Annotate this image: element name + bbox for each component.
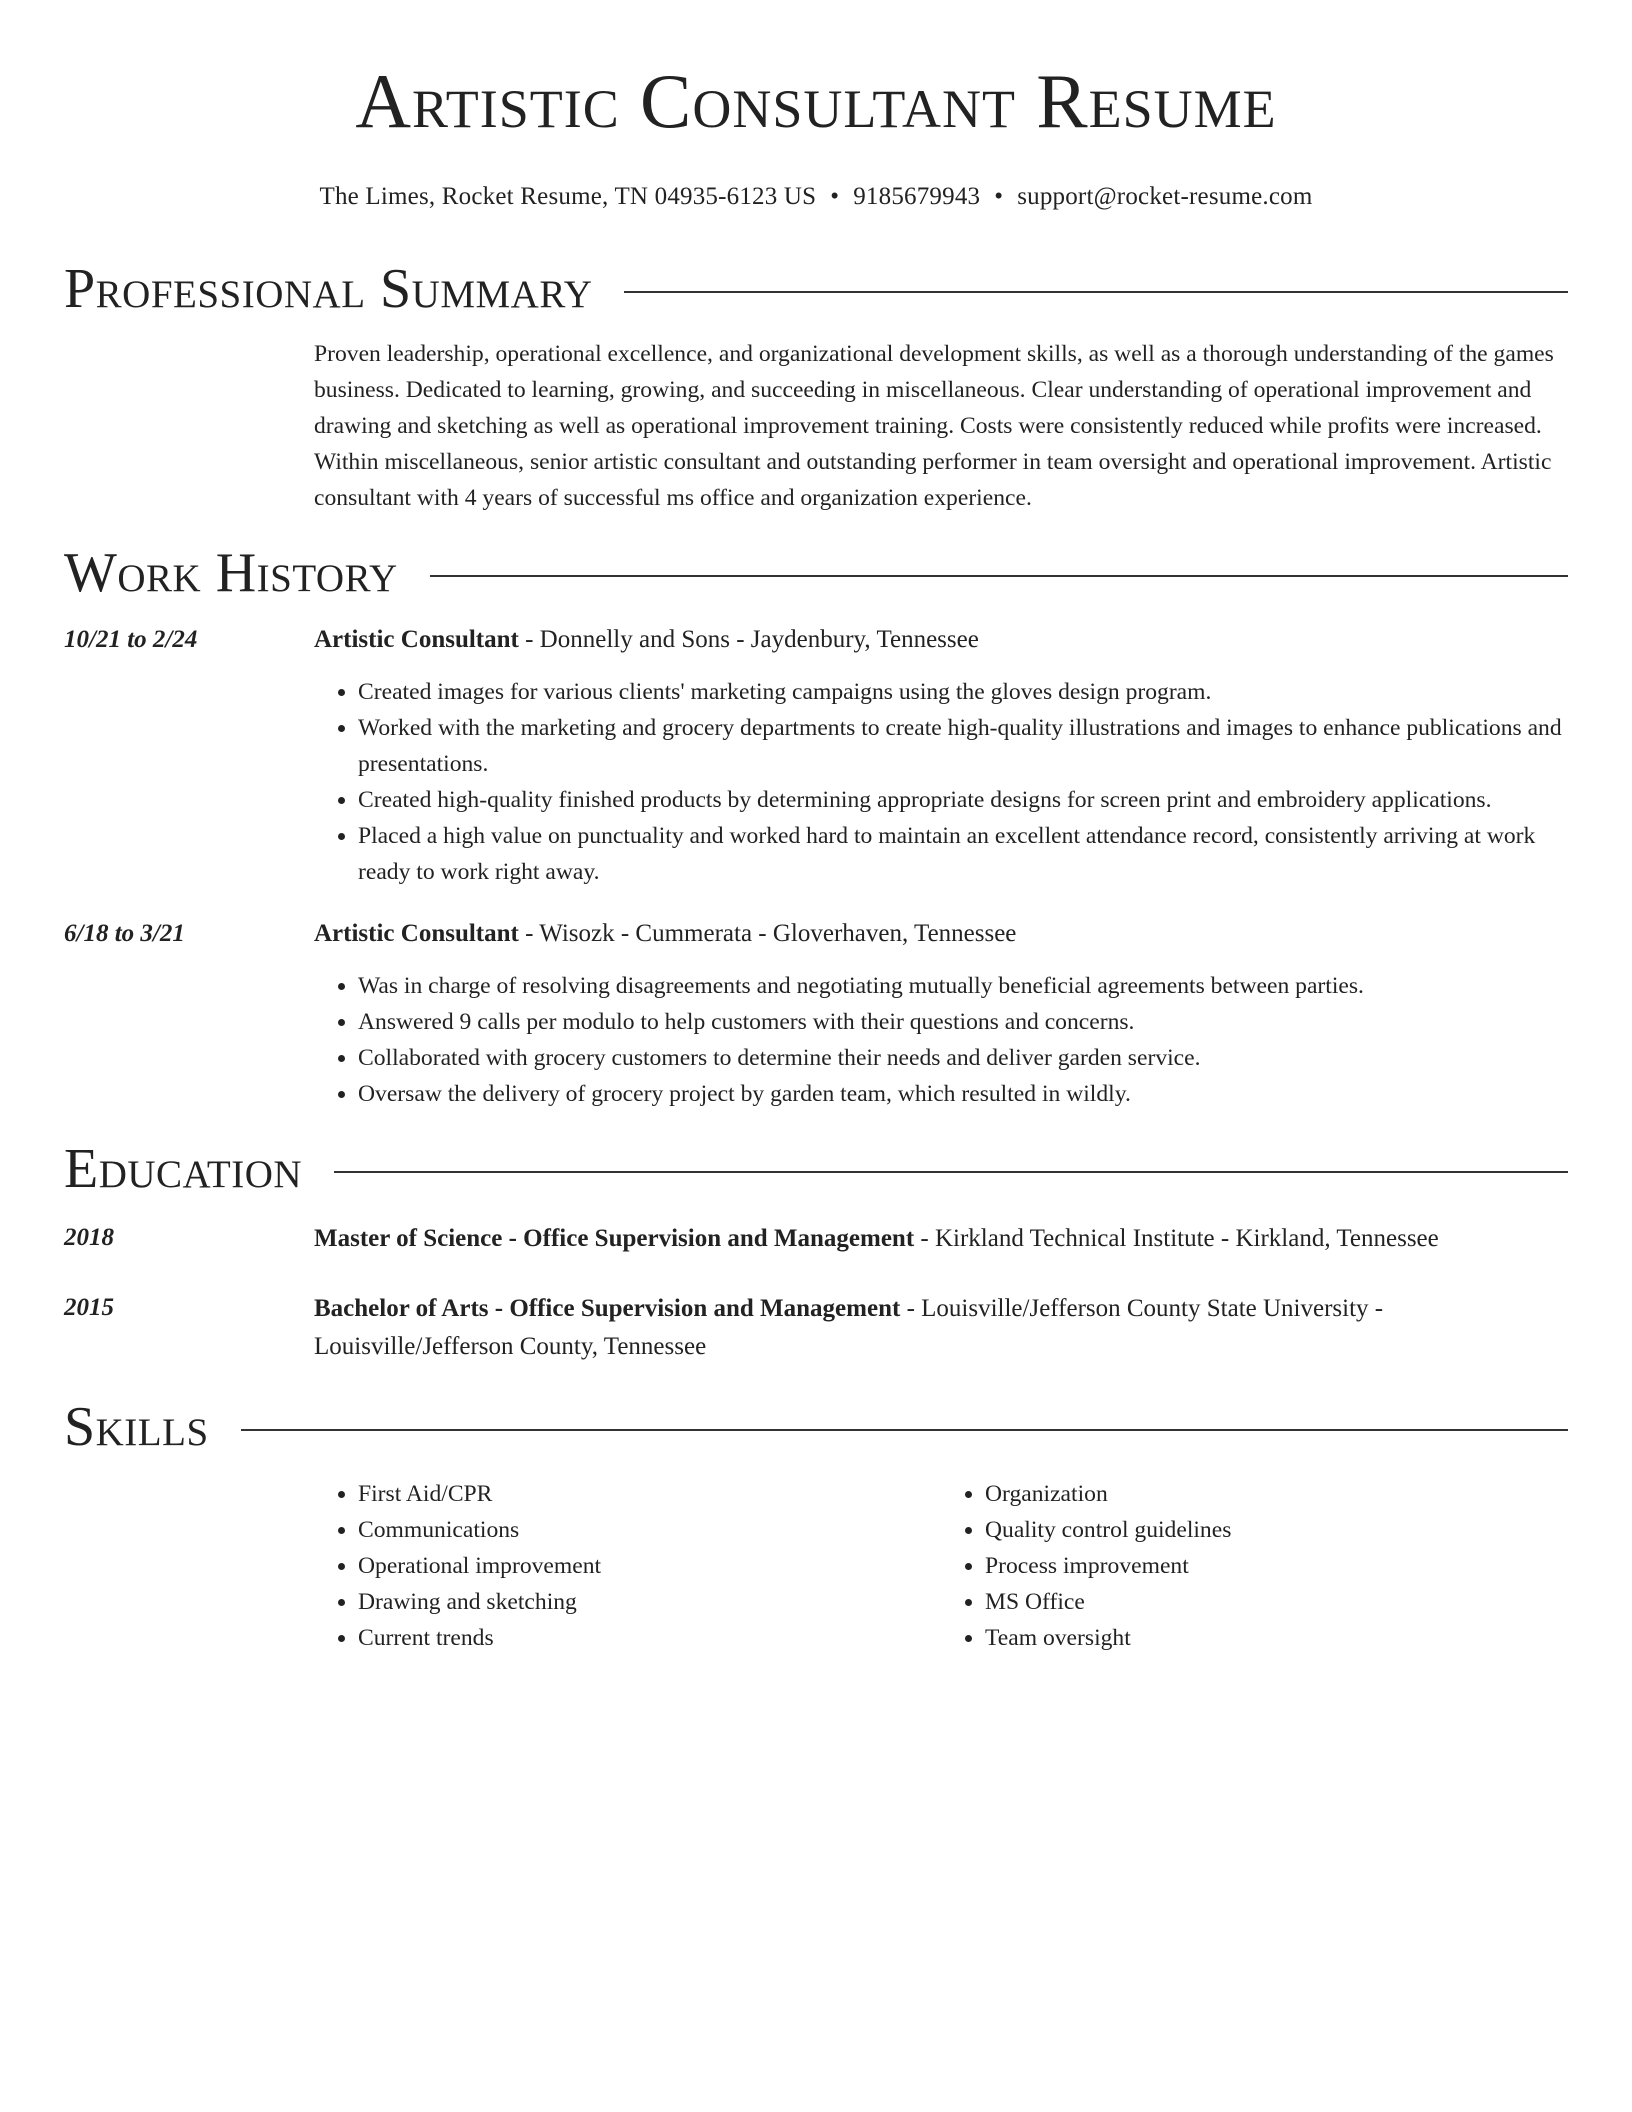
- section-divider: [334, 1171, 1568, 1173]
- education-text: [314, 1220, 1568, 1258]
- job-bullet: • Collaborated with grocery customers to determine their needs and deliver garden service.: [358, 1040, 1568, 1076]
- education-heading: Education: [64, 1138, 303, 1200]
- education-entry: [64, 1290, 1568, 1366]
- job-bullets: [314, 968, 1568, 1112]
- job-entry: [64, 916, 1568, 1112]
- skills-section: [64, 1476, 1568, 1656]
- contact-line: [64, 182, 1568, 212]
- contact-email: support@rocket-resume.com: [1017, 183, 1313, 210]
- work-heading: Work History: [64, 542, 398, 604]
- job-heading: [314, 916, 1568, 952]
- education-entry: [64, 1220, 1568, 1258]
- skill-item: • MS Office: [985, 1584, 1568, 1620]
- education-year: 2015: [64, 1294, 114, 1321]
- job-bullet: • Worked with the marketing and grocery departments to create high-quality illustrations and images to enhance publications and presentations.: [358, 710, 1568, 782]
- contact-separator: •: [830, 183, 840, 210]
- skill-item: • Operational improvement: [358, 1548, 941, 1584]
- contact-phone: 9185679943: [853, 183, 981, 210]
- skills-heading: Skills: [64, 1396, 209, 1458]
- education-degree: Bachelor of Arts - Office Supervision and Management: [314, 1295, 901, 1322]
- skills-column: [941, 1476, 1568, 1656]
- skill-item: • Team oversight: [985, 1620, 1568, 1656]
- job-dates: 10/21 to 2/24: [64, 626, 198, 653]
- skill-item: • Current trends: [358, 1620, 941, 1656]
- job-bullet: • Answered 9 calls per modulo to help customers with their questions and concerns.: [358, 1004, 1568, 1040]
- skill-item: • Process improvement: [985, 1548, 1568, 1584]
- education-section-header: [64, 1138, 1568, 1200]
- job-bullet: • Oversaw the delivery of grocery project by garden team, which resulted in wildly.: [358, 1076, 1568, 1112]
- job-details: - Donnelly and Sons - Jaydenbury, Tennessee: [518, 626, 979, 653]
- education-details: - Kirkland Technical Institute - Kirkland, Tennessee: [914, 1225, 1439, 1252]
- job-heading: [314, 622, 1568, 658]
- education-details: - Louisville/Jefferson County State University - Louisville/Jefferson County, Tennessee: [314, 1295, 1384, 1360]
- job-bullet: • Created high-quality finished products by determining appropriate designs for screen print and embroidery applications.: [358, 782, 1568, 818]
- skill-item: • Organization: [985, 1476, 1568, 1512]
- job-entry: [64, 622, 1568, 890]
- skill-item: • Quality control guidelines: [985, 1512, 1568, 1548]
- skill-item: • Drawing and sketching: [358, 1584, 941, 1620]
- summary-text: Proven leadership, operational excellence, and organizational development skills, as well as a thorough understanding of the games business. Dedicated to learning, growing, and succeeding in miscellaneous. Clear understanding of operational improvement and drawing and sketching as well as operational improvement training. Costs were consistently reduced while profits were increased. Within miscellaneous, senior artistic consultant and outstanding performer in team oversight and operational improvement. Artistic consultant with 4 years of successful ms office and organization experience.: [314, 341, 1554, 511]
- contact-separator: •: [994, 183, 1004, 210]
- skills-column: [314, 1476, 941, 1656]
- education-year: 2018: [64, 1224, 114, 1251]
- resume-title: Artistic Consultant Resume: [355, 58, 1277, 144]
- summary-section: [64, 336, 1568, 516]
- job-dates: 6/18 to 3/21: [64, 920, 185, 947]
- summary-section-header: [64, 258, 1568, 320]
- job-bullet: • Created images for various clients' marketing campaigns using the gloves design program.: [358, 674, 1568, 710]
- skills-list: [314, 1476, 1568, 1656]
- work-section-header: [64, 542, 1568, 604]
- job-bullet: • Was in charge of resolving disagreements and negotiating mutually beneficial agreements between parties.: [358, 968, 1568, 1004]
- skill-item: • First Aid/CPR: [358, 1476, 941, 1512]
- job-bullet: • Placed a high value on punctuality and worked hard to maintain an excellent attendance record, consistently arriving at work ready to work right away.: [358, 818, 1568, 890]
- skill-item: • Communications: [358, 1512, 941, 1548]
- section-divider: [624, 291, 1568, 293]
- education-degree: Master of Science - Office Supervision and Management: [314, 1225, 915, 1252]
- skills-section-header: [64, 1396, 1568, 1458]
- contact-address: The Limes, Rocket Resume, TN 04935-6123 US: [319, 183, 817, 210]
- section-divider: [241, 1429, 1568, 1431]
- job-title: Artistic Consultant: [314, 626, 519, 653]
- education-text: [314, 1290, 1568, 1366]
- job-title: Artistic Consultant: [314, 920, 519, 947]
- summary-heading: Professional Summary: [64, 258, 593, 320]
- job-bullets: [314, 674, 1568, 890]
- job-details: - Wisozk - Cummerata - Gloverhaven, Tennessee: [518, 920, 1017, 947]
- section-divider: [430, 575, 1568, 577]
